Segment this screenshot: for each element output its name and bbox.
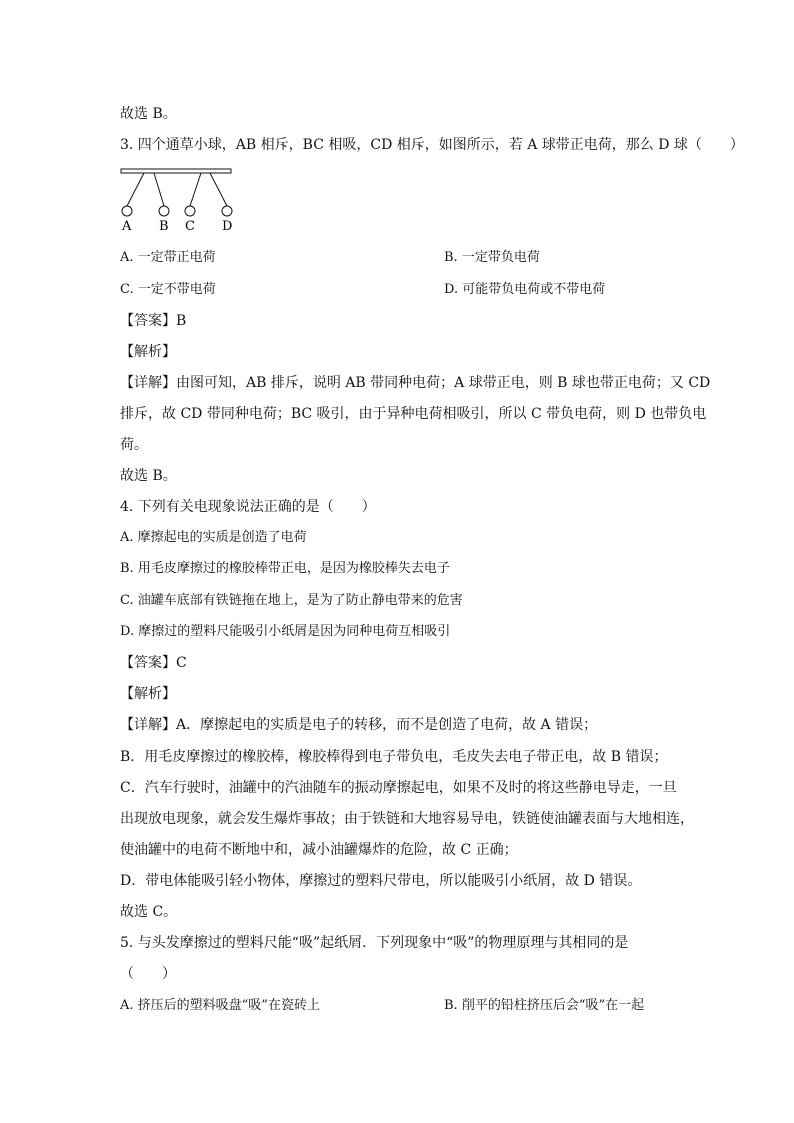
q3-option-c: C. 一定不带电荷 <box>120 282 216 297</box>
q4-stem: 4. 下列有关电现象说法正确的是（ ） <box>120 499 376 515</box>
thread-c <box>190 173 201 206</box>
q5-stem-line-1: 5. 与头发摩擦过的塑料尺能“吸”起纸屑．下列现象中“吸”的物理原理与其相同的是 <box>120 935 629 951</box>
q3-analysis-tag: 【解析】 <box>120 344 176 360</box>
q3-conclusion: 故选 B。 <box>120 468 177 484</box>
ball-d <box>222 206 232 216</box>
ball-a <box>122 206 132 216</box>
label-a: A <box>122 219 132 234</box>
q4-detail-line-5: 使油罐中的电荷不断地中和，减小油罐爆炸的危险，故 C 正确； <box>120 842 518 858</box>
q4-detail-line-1: 【详解】A．摩擦起电的实质是电子的转移，而不是创造了电荷，故 A 错误； <box>120 717 598 733</box>
support-bar <box>121 169 231 173</box>
top-conclusion: 故选 B。 <box>120 106 177 122</box>
label-d: D <box>222 219 233 234</box>
pendulum-figure <box>118 166 238 236</box>
q3-answer-tag: 【答案】B <box>120 313 187 329</box>
q5-stem-line-2: （ ） <box>120 966 176 982</box>
q4-option-a: A. 摩擦起电的实质是创造了电荷 <box>120 530 307 545</box>
q3-stem: 3. 四个通草小球，AB 相斥，BC 相吸，CD 相斥，如图所示，若 A 球带正电荷，那么 D 球（ ） <box>120 137 744 153</box>
q4-answer-tag: 【答案】C <box>120 655 187 671</box>
thread-a <box>127 173 144 206</box>
thread-d <box>210 173 227 206</box>
q3-option-a: A. 一定带正电荷 <box>120 250 216 265</box>
q5-option-b: B. 削平的铅柱挤压后会“吸”在一起 <box>444 998 645 1013</box>
q4-detail-line-2: B．用毛皮摩擦过的橡胶棒，橡胶棒得到电子带负电，毛皮失去电子带正电，故 B 错误； <box>120 749 668 765</box>
q3-detail-line-2: 排斥，故 CD 带同种电荷；BC 吸引，由于异种电荷相吸引，所以 C 带负电荷，则 D 也带负电 <box>120 406 707 422</box>
q4-analysis-tag: 【解析】 <box>120 686 176 702</box>
q4-detail-line-6: D．带电体能吸引轻小物体，摩擦过的塑料尺带电，所以能吸引小纸屑，故 D 错误。 <box>120 873 642 889</box>
q4-option-b: B. 用毛皮摩擦过的橡胶棒带正电，是因为橡胶棒失去电子 <box>120 561 450 576</box>
q3-detail-line-3: 荷。 <box>120 437 148 453</box>
q4-detail-line-3: C．汽车行驶时，油罐中的汽油随车的振动摩擦起电，如果不及时的将这些静电导走，一旦 <box>120 780 677 796</box>
label-c: C <box>185 219 195 234</box>
q4-detail-line-4: 出现放电现象，就会发生爆炸事故；由于铁链和大地容易导电，铁链使油罐表面与大地相连， <box>120 811 694 827</box>
ball-c <box>185 206 195 216</box>
q3-detail-line-1: 【详解】由图可知，AB 排斥，说明 AB 带同种电荷；A 球带正电，则 B 球也带正电荷；又 CD <box>120 375 711 391</box>
thread-b <box>154 173 164 206</box>
q3-option-b: B. 一定带负电荷 <box>444 250 540 265</box>
label-b: B <box>159 219 169 234</box>
q4-option-d: D. 摩擦过的塑料尺能吸引小纸屑是因为同种电荷互相吸引 <box>120 624 451 639</box>
q4-conclusion: 故选 C。 <box>120 904 178 920</box>
q4-option-c: C. 油罐车底部有铁链拖在地上，是为了防止静电带来的危害 <box>120 593 463 608</box>
ball-b <box>159 206 169 216</box>
q5-option-a: A. 挤压后的塑料吸盘“吸”在瓷砖上 <box>120 998 320 1013</box>
q3-option-d: D. 可能带负电荷或不带电荷 <box>444 282 606 297</box>
